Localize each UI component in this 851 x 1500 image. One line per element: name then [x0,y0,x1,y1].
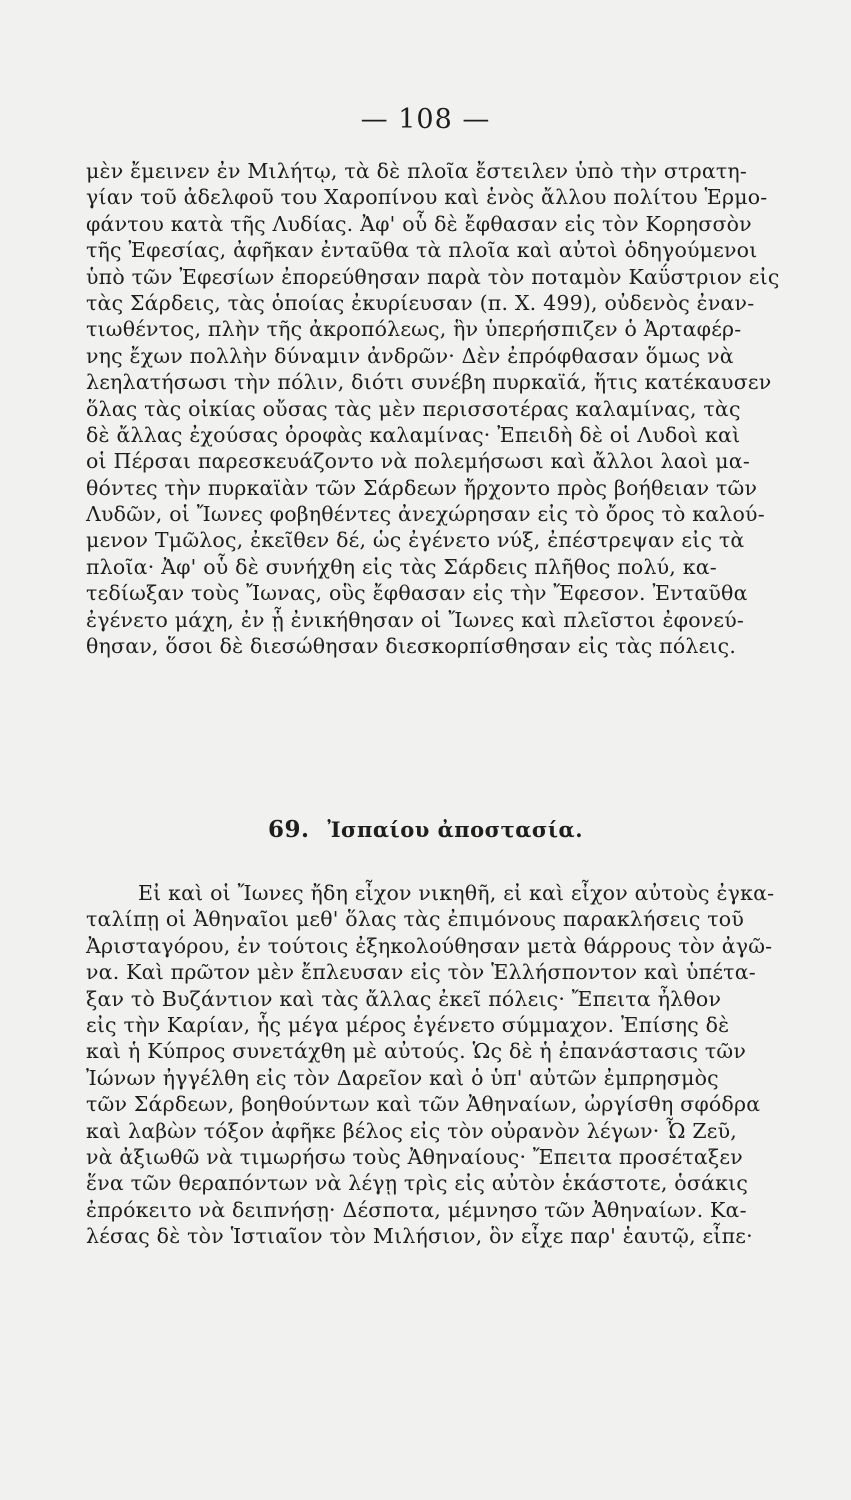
text-line: Λυδῶν, οἱ Ἴωνες φοβηθέντες ἀνεχώρησαν εἰς τὸ ὄρος τὸ καλού- [86,502,765,527]
text-line: νης ἔχων πολλὴν δύναμιν ἀνδρῶν· Δὲν ἐπρόφθασαν ὅμως νὰ [86,343,734,368]
text-line: θησαν, ὅσοι δὲ διεσώθησαν διεσκορπίσθησαν εἰς τὰς πόλεις. [86,634,737,659]
section-title: Ἰσπαίου ἀποστασία. [327,817,584,842]
text-line: πλοῖα· Ἀφ' οὗ δὲ συνήχθη εἰς τὰς Σάρδεις πλῆθος πολύ, κα- [86,554,717,579]
text-line: μενον Τμῶλος, ἐκεῖθεν δέ, ὡς ἐγένετο νύξ, ἐπέστρεψαν εἰς τὰ [86,528,745,553]
text-line: φάντου κατὰ τῆς Λυδίας. Ἀφ' οὗ δὲ ἔφθασαν εἰς τὸν Κορησσὸν [86,211,752,236]
text-line: λεηλατήσωσι τὴν πόλιν, διότι συνέβη πυρκαϊά, ἥτις κατέκαυσεν [86,370,772,395]
text-line: ὑπὸ τῶν Ἐφεσίων ἐπορεύθησαν παρὰ τὸν ποταμὸν Καΰστριον εἰς [86,264,780,289]
text-line: λέσας δὲ τὸν Ἱστιαῖον τὸν Μιλήσιον, ὃν εἶχε παρ' ἑαυτῷ, εἶπε· [86,1224,753,1249]
text-line: ἐπρόκειτο νὰ δειπνήσῃ· Δέσποτα, μέμνησο τῶν Ἀθηναίων. Κα- [86,1197,747,1222]
text-line: να. Καὶ πρῶτον μὲν ἔπλευσαν εἰς τὸν Ἑλλήσποντον καὶ ὑπέτα- [86,960,756,985]
page-number: — 108 — [360,104,491,135]
text-line: ξαν τὸ Βυζάντιον καὶ τὰς ἄλλας ἐκεῖ πόλεις· Ἔπειτα ἦλθον [86,986,722,1011]
text-line: ὅλας τὰς οἰκίας οὔσας τὰς μὲν περισσοτέρας καλαμίνας, τὰς [86,396,741,421]
paragraph-2 [86,880,848,1249]
text-line: μὲν ἔμεινεν ἐν Μιλήτῳ, τὰ δὲ πλοῖα ἔστειλεν ὑπὸ τὴν στρατη- [86,159,748,183]
text-line: ἕνα τῶν θεραπόντων νὰ λέγῃ τρὶς εἰς αὐτὸν ἑκάστοτε, ὁσάκις [86,1171,749,1196]
text-line: ταλίπῃ οἱ Ἀθηναῖοι μεθ' ὅλας τὰς ἐπιμόνους παρακλήσεις τοῦ [86,907,744,932]
text-line: Ἰώνων ἠγγέλθη εἰς τὸν Δαρεῖον καὶ ὁ ὑπ' αὐτῶν ἐμπρησμὸς [86,1065,719,1090]
text-line: τῆς Ἐφεσίας, ἀφῆκαν ἐνταῦθα τὰ πλοῖα καὶ αὐτοὶ ὁδηγούμενοι [86,238,758,263]
text-line: οἱ Πέρσαι παρεσκευάζοντο νὰ πολεμήσωσι καὶ ἄλλοι λαοὶ μα- [86,449,750,474]
text-line: γίαν τοῦ ἀδελφοῦ του Χαροπίνου καὶ ἑνὸς ἄλλου πολίτου Ἑρμο- [86,185,768,210]
text-line: δὲ ἄλλας ἐχούσας ὀροφὰς καλαμίνας· Ἐπειδὴ δὲ οἱ Λυδοὶ καὶ [86,422,741,447]
paragraph-1 [86,158,848,659]
text-line: θόντες τὴν πυρκαϊὰν τῶν Σάρδεων ἤρχοντο πρὸς βοήθειαν τῶν [86,475,758,500]
text-line: καὶ λαβὼν τόξον ἀφῆκε βέλος εἰς τὸν οὐρανὸν λέγων· Ὦ Ζεῦ, [86,1118,737,1143]
text-line: Ἀρισταγόρου, ἐν τούτοις ἐξηκολούθησαν μετὰ θάρρους τὸν ἀγῶ- [86,933,773,958]
text-line: τεδίωξαν τοὺς Ἴωνας, οὓς ἔφθασαν εἰς τὴν Ἔφεσον. Ἐνταῦθα [86,581,748,606]
text-line: νὰ ἀξιωθῶ νὰ τιμωρήσω τοὺς Ἀθηναίους· Ἔπειτα προσέταξεν [86,1144,743,1169]
text-line: ἐγένετο μάχη, ἐν ᾗ ἐνικήθησαν οἱ Ἴωνες καὶ πλεῖστοι ἐφονεύ- [86,607,745,632]
text-line: εἰς τὴν Καρίαν, ἧς μέγα μέρος ἐγένετο σύμμαχον. Ἐπίσης δὲ [86,1012,730,1037]
text-line: τῶν Σάρδεων, βοηθούντων καὶ τῶν Ἀθηναίων, ὠργίσθη σφόδρα [86,1092,761,1117]
section-number: 69. [267,816,310,843]
text-line: καὶ ἡ Κύπρος συνετάχθη μὲ αὐτούς. Ὡς δὲ ἡ ἐπανάστασις τῶν [86,1039,746,1064]
text-line: Εἰ καὶ οἱ Ἴωνες ἤδη εἶχον νικηθῆ, εἰ καὶ εἶχον αὐτοὺς ἐγκα- [138,881,775,905]
text-line: τὰς Σάρδεις, τὰς ὁποίας ἐκυρίευσαν (π. Χ. 499), οὐδενὸς ἐναν- [86,290,755,315]
text-line: τιωθέντος, πλὴν τῆς ἀκροπόλεως, ἣν ὑπερήσπιζεν ὁ Ἀρταφέρ- [86,317,742,342]
section-heading [0,816,851,843]
